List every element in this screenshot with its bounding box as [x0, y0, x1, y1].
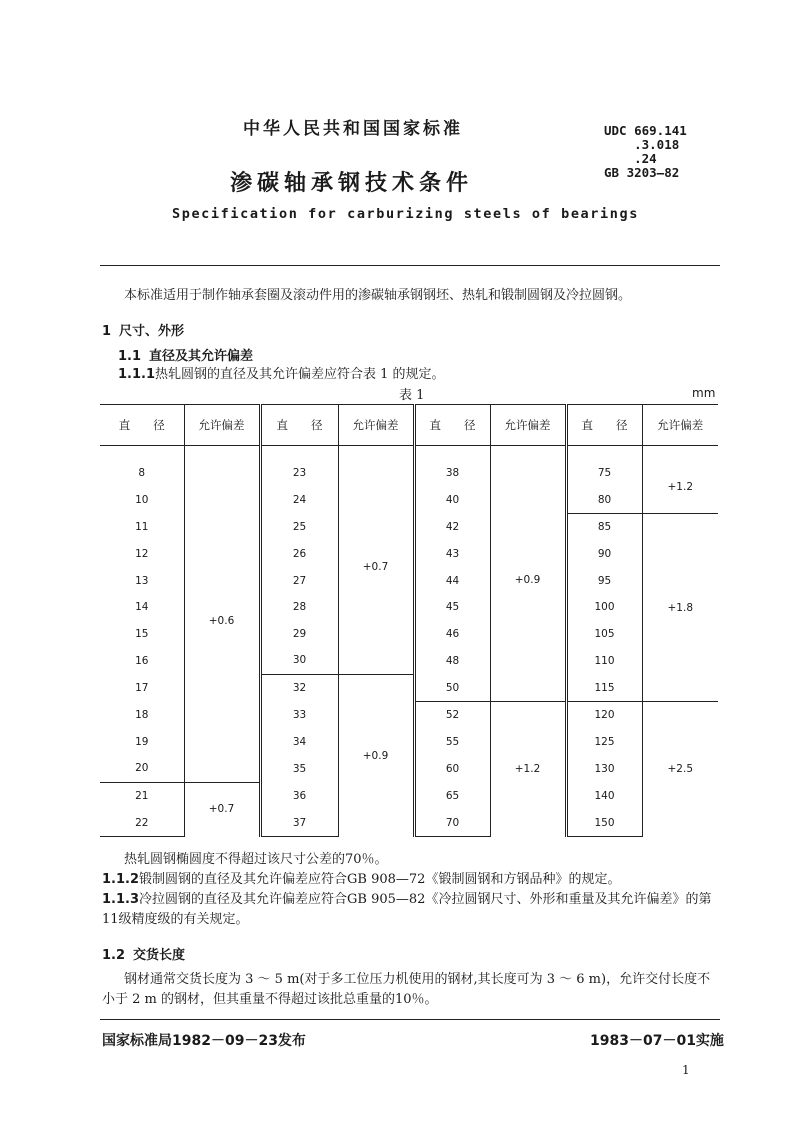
section-number: 1.1.3	[102, 892, 140, 907]
section-1-heading	[102, 320, 184, 339]
diameter-cell: 11	[135, 521, 149, 534]
diameter-cell: 24	[260, 487, 338, 514]
section-number: 1	[102, 324, 112, 339]
org-title: 中华人民共和国国家标准	[243, 119, 463, 139]
diameter-cell: 130	[566, 755, 642, 782]
udc-line: .24	[604, 151, 657, 166]
section-number: 1.2	[102, 948, 126, 963]
tolerance-cell: +1.2	[490, 701, 566, 836]
tolerance-cell: +0.9	[490, 446, 566, 702]
header-diameter: 直 径	[100, 405, 184, 446]
section-1-2-heading	[102, 944, 185, 963]
diameter-cell: 43	[414, 541, 490, 568]
diameter-cell: 28	[260, 594, 338, 621]
diameter-cell: 42	[414, 514, 490, 541]
diameter-cell: 140	[566, 782, 642, 809]
doc-title-en: Specification for carburizing steels of bearings	[172, 206, 639, 222]
diameter-cell: 38	[414, 446, 490, 487]
diameter-cell: 75	[566, 446, 642, 487]
table-row	[100, 446, 718, 487]
doc-title: 渗碳轴承钢技术条件	[230, 171, 474, 196]
diameter-cell: 18	[135, 708, 149, 721]
tolerance-cell: +1.8	[642, 514, 718, 702]
diameter-cell: 10	[135, 494, 149, 507]
diameter-cell: 46	[414, 621, 490, 648]
diameter-cell: 22	[100, 809, 184, 836]
diameter-cell: 60	[414, 755, 490, 782]
tolerance-cell: +0.7	[338, 446, 414, 675]
diameter-cell: 80	[566, 487, 642, 514]
section-number: 1.1.2	[102, 872, 140, 887]
header-tolerance: 允许偏差	[642, 405, 718, 446]
diameter-cell: 45	[414, 594, 490, 621]
udc-line: .3.018	[604, 137, 680, 152]
diameter-cell: 125	[566, 728, 642, 755]
table-unit: mm	[692, 386, 716, 400]
diameter-cell: 35	[260, 755, 338, 782]
diameter-cell: 44	[414, 567, 490, 594]
diameter-cell: 100	[566, 594, 642, 621]
diameter-cell: 40	[414, 487, 490, 514]
intro-paragraph: 本标准适用于制作轴承套圈及滚动件用的渗碳轴承钢钢坯、热轧和锻制圆钢及冷拉圆钢。	[124, 288, 632, 303]
section-1-1-3	[102, 890, 722, 930]
diameter-cell: 15	[135, 627, 149, 640]
header-rule	[100, 265, 720, 266]
delivery-paragraph: 钢材通常交货长度为 3 ～ 5 m(对于多工位压力机使用的钢材,其长度可为 3 ～ 6 m)，允许交付长度不小于 2 m 的钢材，但其重量不得超过该批总重量的10％。	[102, 972, 711, 1007]
diameter-cell: 85	[566, 514, 642, 541]
header-diameter: 直 径	[414, 405, 490, 446]
effective-date: 1983－07－01实施	[590, 1033, 724, 1049]
section-title: 尺寸、外形	[119, 324, 185, 339]
diameter-cell: 120	[566, 701, 642, 728]
diameter-cell: 55	[414, 728, 490, 755]
diameter-cell: 23	[260, 446, 338, 487]
diameter-cell: 25	[260, 514, 338, 541]
gb-number: GB 3203—82	[604, 165, 680, 180]
tolerance-cell: +0.6	[184, 446, 260, 783]
diameter-cell: 34	[260, 728, 338, 755]
diameter-cell: 13	[135, 574, 149, 587]
diameter-cell: 16	[135, 654, 149, 667]
section-number: 1.1	[118, 349, 142, 364]
section-1-1-1	[118, 365, 445, 385]
section-1-1-heading	[118, 345, 253, 364]
section-number: 1.1.1	[118, 367, 156, 382]
diameter-cell: 27	[260, 567, 338, 594]
diameter-cell: 19	[135, 735, 149, 748]
diameter-cell: 21	[100, 782, 184, 809]
header-tolerance: 允许偏差	[490, 405, 566, 446]
diameter-cell: 33	[260, 701, 338, 728]
header-diameter: 直 径	[566, 405, 642, 446]
header-diameter: 直 径	[260, 405, 338, 446]
diameter-cell: 20	[135, 762, 149, 775]
diameter-cell: 30	[260, 647, 338, 674]
section-1-1-2	[102, 870, 722, 890]
table-caption: 表 1	[399, 388, 425, 403]
diameter-cell: 52	[414, 701, 490, 728]
oval-note: 热轧圆钢椭圆度不得超过该尺寸公差的70％。	[124, 852, 388, 867]
diameter-cell: 65	[414, 782, 490, 809]
page-number: 1	[682, 1063, 690, 1077]
udc-line: UDC 669.141	[604, 123, 687, 138]
issued-date: 国家标准局1982－09－23发布	[102, 1033, 306, 1049]
diameter-cell: 8	[138, 467, 146, 480]
diameter-cell: 29	[260, 621, 338, 648]
diameter-cell: 70	[414, 809, 490, 836]
diameter-cell: 48	[414, 647, 490, 674]
header-tolerance: 允许偏差	[184, 405, 260, 446]
footer-rule	[100, 1019, 720, 1020]
section-title: 交货长度	[133, 948, 186, 963]
section-title: 直径及其允许偏差	[149, 349, 254, 364]
diameter-cell: 110	[566, 647, 642, 674]
tolerance-cell: +1.2	[642, 446, 718, 514]
diameter-cell: 26	[260, 541, 338, 568]
diameter-cell: 36	[260, 782, 338, 809]
diameter-cell: 95	[566, 567, 642, 594]
diameter-tolerance-table	[100, 404, 718, 837]
diameter-cell: 37	[260, 809, 338, 836]
diameter-cell: 12	[135, 548, 149, 561]
diameter-cell: 17	[135, 681, 149, 694]
tolerance-cell: +0.9	[338, 674, 414, 836]
diameter-cell: 150	[566, 809, 642, 836]
diameter-cell: 32	[260, 674, 338, 701]
section-text: 冷拉圆钢的直径及其允许偏差应符合GB 905—82《冷拉圆钢尺寸、外形和重量及其允许偏差》的第11级精度级的有关规定。	[102, 892, 712, 927]
diameter-cell: 115	[566, 674, 642, 701]
section-text: 热轧圆钢的直径及其允许偏差应符合表 1 的规定。	[155, 367, 445, 382]
diameter-cell: 50	[414, 674, 490, 701]
tolerance-cell: +2.5	[642, 701, 718, 836]
diameter-cell: 105	[566, 621, 642, 648]
section-text: 锻制圆钢的直径及其允许偏差应符合GB 908—72《锻制圆钢和方钢品种》的规定。	[139, 872, 621, 887]
tolerance-cell: +0.7	[184, 782, 260, 836]
diameter-cell: 14	[135, 601, 149, 614]
udc-block	[604, 124, 687, 180]
diameter-cell: 90	[566, 541, 642, 568]
header-tolerance: 允许偏差	[338, 405, 414, 446]
